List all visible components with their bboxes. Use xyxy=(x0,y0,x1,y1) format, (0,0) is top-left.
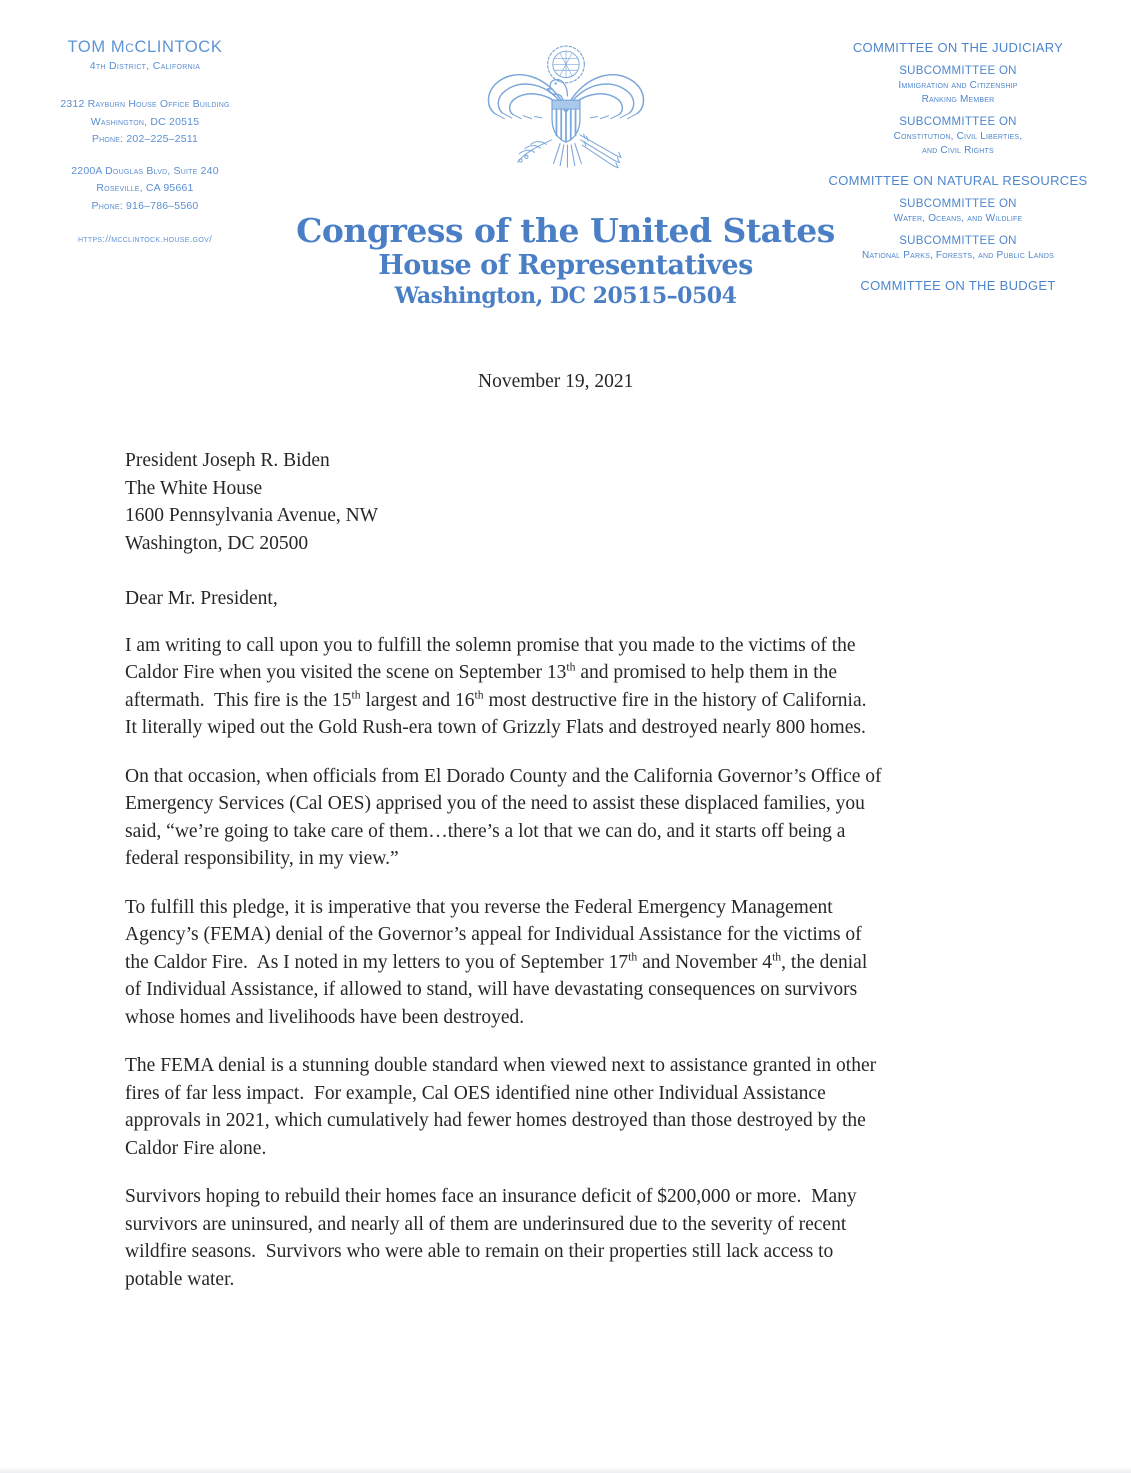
subcommittee-line: National Parks, Forests, and Public Lands xyxy=(861,250,1054,261)
committee-name: COMMITTEE ON THE JUDICIARY xyxy=(852,40,1064,55)
committee-name: COMMITTEE ON NATURAL RESOURCES xyxy=(828,173,1088,188)
masthead-address: Washington, DC 20515–0504 xyxy=(394,283,737,309)
page-bottom-edge xyxy=(0,1467,1131,1473)
paragraph-line: potable water. xyxy=(125,1268,235,1290)
district-office-address-line: Phone: 916–786–5560 xyxy=(91,199,199,212)
subcommittee-line: Constitution, Civil Liberties, xyxy=(893,131,1023,142)
subcommittee-line: Ranking Member xyxy=(921,94,995,105)
paragraph-line: survivors are uninsured, and nearly all of them are underinsured due to the severity of recent xyxy=(125,1213,847,1235)
member-name: TOM McCLINTOCK xyxy=(67,38,223,56)
office-address-line: Washington, DC 20515 xyxy=(90,115,200,128)
paragraph-line: The FEMA denial is a stunning double standard when viewed next to assistance granted in other xyxy=(125,1055,877,1076)
district-office-address-line: 2200A Douglas Blvd, Suite 240 xyxy=(71,164,219,177)
member-district: 4th District, California xyxy=(89,60,201,72)
member-website: https://mcclintock.house.gov/ xyxy=(77,234,213,245)
subcommittee-line: Water, Oceans, and Wildlife xyxy=(893,213,1023,224)
paragraph-line: Caldor Fire alone. xyxy=(125,1137,267,1159)
paragraph xyxy=(125,1183,1013,1293)
congress-eagle-seal xyxy=(478,24,654,206)
paragraph-line: federal responsibility, in my view.” xyxy=(125,848,399,869)
recipient-block xyxy=(125,447,1013,557)
paragraph-line: of Individual Assistance, if allowed to stand, will have devastating consequences on survivors xyxy=(125,979,858,1000)
subcommittee xyxy=(798,234,1118,263)
letter-content xyxy=(0,330,1131,1314)
paragraph-line: wildfire seasons. Survivors who were able to remain on their properties still lack access to xyxy=(125,1241,834,1262)
recipient-line: President Joseph R. Biden xyxy=(125,450,330,471)
paragraph-line: the Caldor Fire. As I noted in my letters to you of September 17th and November 4th, the denial xyxy=(125,950,868,973)
paragraph-line: On that occasion, when officials from El Dorado County and the California Governor’s Office of xyxy=(125,765,882,787)
paragraph xyxy=(125,632,1013,742)
letter-body xyxy=(125,632,1013,1294)
paragraph-line: It literally wiped out the Gold Rush-era town of Grizzly Flats and destroyed nearly 800 homes. xyxy=(125,717,866,738)
member-office-block xyxy=(40,96,250,149)
masthead-congress: Congress of the United States xyxy=(296,211,835,250)
subcommittee-heading: SUBCOMMITTEE ON xyxy=(899,116,1017,128)
member-district-office-block xyxy=(40,163,250,216)
subcommittee-heading: SUBCOMMITTEE ON xyxy=(899,65,1017,77)
subcommittee xyxy=(798,64,1118,107)
subcommittee-heading: SUBCOMMITTEE ON xyxy=(899,235,1017,247)
paragraph-line: Agency’s (FEMA) denial of the Governor’s appeal for Individual Assistance for the victims of xyxy=(125,924,862,945)
subcommittee xyxy=(798,115,1118,158)
recipient-line: The White House xyxy=(125,477,263,499)
paragraph-line: I am writing to call upon you to fulfill the solemn promise that you made to the victims of the xyxy=(125,634,856,656)
subcommittee-line: Immigration and Citizenship xyxy=(898,80,1018,91)
paragraph-line: Emergency Services (Cal OES) apprised you of the need to assist these displaced families, you xyxy=(125,793,865,814)
salutation: Dear Mr. President, xyxy=(125,588,278,609)
committee-name: COMMITTEE ON THE BUDGET xyxy=(860,278,1056,293)
letterhead xyxy=(0,0,1131,330)
paragraph-line: Survivors hoping to rebuild their homes face an insurance deficit of $200,000 or more. Many xyxy=(125,1186,857,1207)
paragraph-line: aftermath. This fire is the 15th largest and 16th most destructive fire in the history of California. xyxy=(125,688,867,711)
district-office-address-line: Roseville, CA 95661 xyxy=(96,182,194,194)
paragraph-line: whose homes and livelihoods have been destroyed. xyxy=(125,1006,525,1028)
letter-date: November 19, 2021 xyxy=(478,371,634,392)
paragraph-line: fires of far less impact. For example, Cal OES identified nine other Individual Assistance xyxy=(125,1082,826,1104)
recipient-line: 1600 Pennsylvania Avenue, NW xyxy=(125,505,379,526)
paragraph-line: Caldor Fire when you visited the scene on September 13th and promised to help them in the xyxy=(125,660,838,683)
subcommittee-heading: SUBCOMMITTEE ON xyxy=(899,198,1017,210)
office-address-line: 2312 Rayburn House Office Building xyxy=(60,98,230,110)
office-address-line: Phone: 202–225–2511 xyxy=(91,133,199,145)
committees-list xyxy=(798,40,1118,298)
paragraph xyxy=(125,1052,1013,1162)
subcommittee-line: and Civil Rights xyxy=(922,145,994,156)
subcommittee xyxy=(798,197,1118,226)
paragraph xyxy=(125,894,1013,1032)
recipient-line: Washington, DC 20500 xyxy=(125,532,309,554)
paragraph-line: To fulfill this pledge, it is imperative that you reverse the Federal Emergency Management xyxy=(125,896,833,918)
paragraph-line: approvals in 2021, which cumulatively had fewer homes destroyed than those destroyed by the xyxy=(125,1110,866,1131)
paragraph-line: said, “we’re going to take care of them…there’s a lot that we can do, and it starts off being a xyxy=(125,820,846,842)
paragraph xyxy=(125,763,1013,873)
masthead-house: House of Representatives xyxy=(378,250,753,281)
